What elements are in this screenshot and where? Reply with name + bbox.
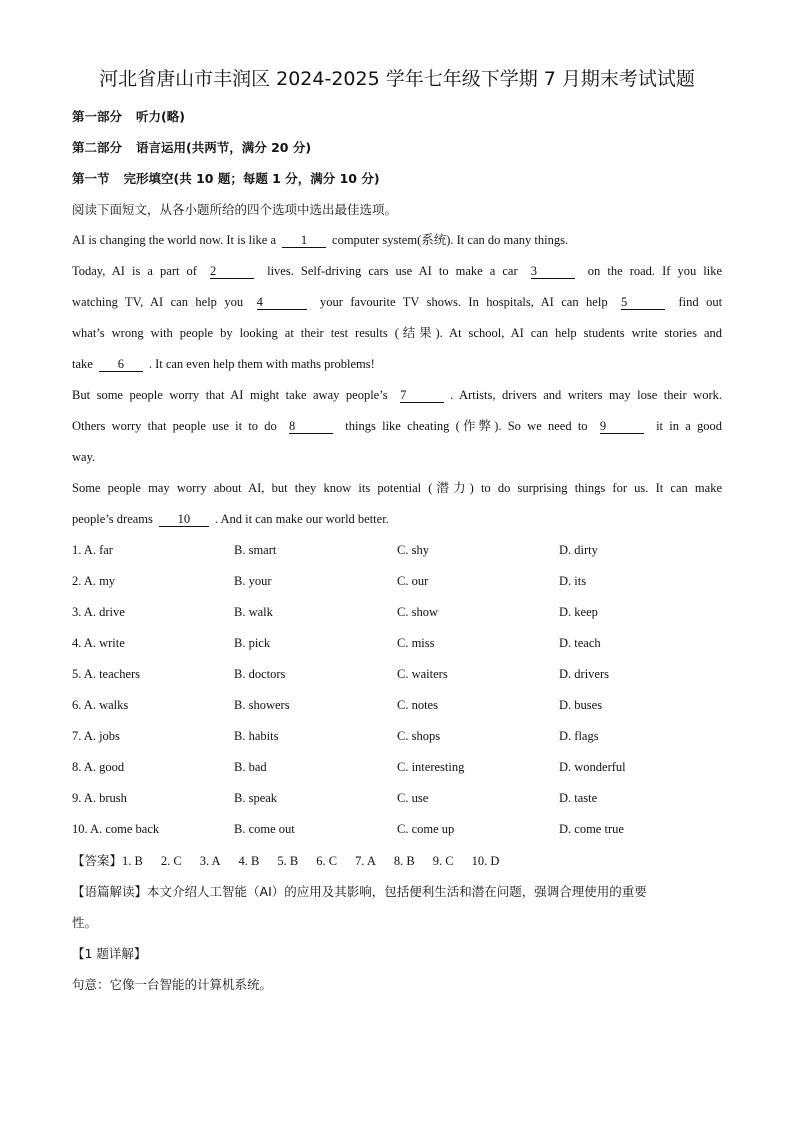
option: D. drivers: [559, 667, 609, 681]
option: B. your: [234, 574, 272, 588]
passage-text: things like cheating (作弊). So we need to: [345, 419, 588, 433]
answer: 5. B: [277, 854, 299, 868]
option: D. its: [559, 574, 587, 588]
option: 4. A. write: [72, 636, 125, 650]
analysis-text: 本文介绍人工智能（AI）的应用及其影响，包括便利生活和潜在问题，强调合理使用的重要: [147, 884, 647, 899]
answer: 10. D: [471, 854, 500, 868]
blank-7: 7: [400, 389, 444, 403]
analysis-line-1: [72, 876, 722, 907]
answer-label: 【答案】: [72, 853, 123, 868]
page-title: 河北省唐山市丰润区 2024-2025 学年七年级下学期 7 月期末考试试题: [99, 68, 695, 90]
part2-label: 第二部分: [72, 140, 123, 155]
option: 5. A. teachers: [72, 667, 141, 681]
passage-line-2: [72, 256, 722, 287]
option: B. walk: [234, 605, 273, 619]
passage-text: lives. Self-driving cars use AI to make a car: [267, 264, 518, 278]
option: 2. A. my: [72, 574, 116, 588]
answer: 6. C: [316, 854, 338, 868]
passage-text: AI is changing the world now. It is like a: [72, 233, 277, 247]
part1-label: 第一部分: [72, 109, 123, 124]
option: B. come out: [234, 822, 295, 836]
option: 10. A. come back: [72, 822, 160, 836]
passage-line-7: [72, 411, 722, 442]
option: D. buses: [559, 698, 603, 712]
option: B. smart: [234, 543, 277, 557]
passage-text: But some people worry that AI might take away people’s: [72, 388, 388, 402]
option: C. shy: [397, 543, 429, 557]
passage-text: Others worry that people use it to do: [72, 419, 277, 433]
option: C. shops: [397, 729, 441, 743]
option: C. use: [397, 791, 429, 805]
passage-text: computer system(系统). It can do many things.: [332, 233, 569, 247]
blank-1: 1: [282, 234, 326, 248]
option: D. taste: [559, 791, 598, 805]
answer: 8. B: [393, 854, 415, 868]
answer: 3. A: [199, 854, 221, 868]
section1-heading: [72, 163, 722, 194]
option: D. come true: [559, 822, 624, 836]
option: D. keep: [559, 605, 598, 619]
option: B. pick: [234, 636, 271, 650]
part1-heading: [72, 101, 722, 132]
option: C. notes: [397, 698, 438, 712]
blank-10: 10: [159, 513, 209, 527]
option: C. miss: [397, 636, 435, 650]
passage-text: Today, AI is a part of: [72, 264, 197, 278]
option: B. speak: [234, 791, 278, 805]
option: C. waiters: [397, 667, 448, 681]
option: D. dirty: [559, 543, 598, 557]
option: B. bad: [234, 760, 267, 774]
blank-2: 2: [210, 265, 254, 279]
option: C. come up: [397, 822, 455, 836]
option: B. doctors: [234, 667, 286, 681]
passage-text: it in a good: [656, 419, 723, 433]
answer: 7. A: [355, 854, 376, 868]
option: C. interesting: [397, 760, 465, 774]
passage-line-3: [72, 287, 722, 318]
instruction: 阅读下面短文，从各小题所给的四个选项中选出最佳选项。: [72, 202, 398, 217]
option: D. flags: [559, 729, 599, 743]
option: B. habits: [234, 729, 279, 743]
blank-8: 8: [289, 420, 333, 434]
passage-text: on the road. If you like: [587, 264, 723, 278]
passage-text: watching TV, AI can help you: [72, 295, 244, 309]
sentence-meaning: 句意：它像一台智能的计算机系统。: [72, 977, 273, 992]
option: 6. A. walks: [72, 698, 129, 712]
blank-6: 6: [99, 358, 143, 372]
part2-heading: [72, 132, 722, 163]
detail-heading: 【1 题详解】: [72, 946, 147, 961]
passage-text: find out: [678, 295, 723, 309]
part2-text: 语言运用(共两节，满分 20 分): [136, 140, 312, 155]
answer: 1. B: [122, 854, 143, 868]
document-page: [72, 64, 722, 1000]
section1-text: 完形填空(共 10 题；每题 1 分，满分 10 分): [123, 171, 380, 186]
option: 9. A. brush: [72, 791, 127, 805]
blank-9: 9: [600, 420, 644, 434]
options-grid: [72, 535, 722, 845]
passage-text: . Artists, drivers and writers may lose their work.: [450, 388, 722, 402]
part1-text: 听力(略): [136, 109, 185, 124]
blank-3: 3: [531, 265, 575, 279]
passage-text: take: [72, 357, 93, 371]
option: 3. A. drive: [72, 605, 125, 619]
option: C. show: [397, 605, 438, 619]
passage-text: your favourite TV shows. In hospitals, AI can help: [320, 295, 608, 309]
answer: 2. C: [160, 854, 182, 868]
passage-text: . It can even help them with maths problems!: [148, 357, 375, 371]
option: 8. A. good: [72, 760, 125, 774]
section1-label: 第一节: [72, 171, 110, 186]
option: C. our: [397, 574, 429, 588]
passage-line-6: [72, 380, 722, 411]
passage-line-10: [72, 504, 722, 535]
blank-5: 5: [621, 296, 665, 310]
passage-text: . And it can make our world better.: [214, 512, 389, 526]
option: B. showers: [234, 698, 290, 712]
passage-line-8: way.: [72, 450, 96, 464]
passage-text: people’s dreams: [72, 512, 153, 526]
option: 7. A. jobs: [72, 729, 120, 743]
analysis-label: 【语篇解读】: [72, 884, 148, 899]
option: D. wonderful: [559, 760, 626, 774]
answer: 9. C: [432, 854, 454, 868]
option: 1. A. far: [72, 543, 113, 557]
answer-key: [72, 845, 722, 876]
passage-line-4: what’s wrong with people by looking at their test results (结果). At school, AI can help students write stories and: [72, 326, 722, 340]
passage-line-5: [72, 349, 722, 380]
blank-4: 4: [257, 296, 307, 310]
answer: 4. B: [238, 854, 260, 868]
option: D. teach: [559, 636, 601, 650]
passage-line-9: Some people may worry about AI, but they know its potential (潜力) to do surprising things for us. It can make: [72, 481, 722, 495]
passage-line-1: [72, 225, 722, 256]
analysis-line-2: 性。: [72, 915, 98, 930]
